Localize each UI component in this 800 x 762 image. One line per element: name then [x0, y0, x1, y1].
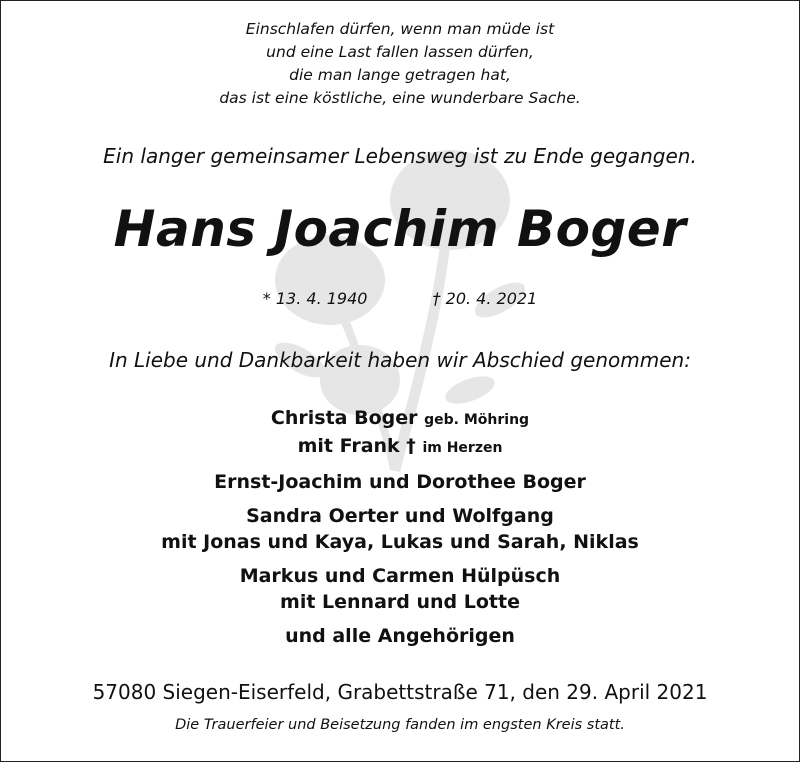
- death-date: † 20. 4. 2021: [432, 289, 538, 308]
- poem-line: die man lange getragen hat,: [289, 66, 511, 84]
- mourner-line: und alle Angehörigen: [285, 625, 515, 647]
- poem: [0, 18, 800, 110]
- mourner-line: Sandra Oerter und Wolfgang: [246, 505, 554, 527]
- mourner-line: [0, 405, 800, 433]
- poem-line: Einschlafen dürfen, wenn man müde ist: [245, 20, 555, 38]
- mourner-line: [0, 433, 800, 461]
- place-and-date: 57080 Siegen-Eiserfeld, Grabettstraße 71, den 29. April 2021: [92, 680, 708, 704]
- mourner-line: mit Jonas und Kaya, Lukas und Sarah, Niklas: [161, 531, 639, 553]
- birth-date: * 13. 4. 1940: [262, 289, 368, 308]
- farewell-text: In Liebe und Dankbarkeit haben wir Abschied genommen:: [109, 348, 691, 372]
- poem-line: und eine Last fallen lassen dürfen,: [266, 43, 534, 61]
- mourner-name: mit Frank †: [297, 435, 416, 457]
- mourner-line: Markus und Carmen Hülpüsch: [239, 565, 561, 587]
- mourner-line: mit Lennard und Lotte: [280, 591, 520, 613]
- mourner-name: Christa Boger: [270, 407, 418, 429]
- intro-text: Ein langer gemeinsamer Lebensweg ist zu Ende gegangen.: [103, 144, 697, 168]
- mourners-list: [0, 405, 800, 649]
- poem-line: das ist eine köstliche, eine wunderbare Sache.: [219, 89, 581, 107]
- deceased-name: Hans Joachim Boger: [113, 200, 687, 258]
- mourner-note: geb. Möhring: [424, 412, 530, 428]
- mourner-note: im Herzen: [422, 440, 503, 456]
- funeral-note: Die Trauerfeier und Beisetzung fanden im engsten Kreis statt.: [175, 717, 625, 733]
- life-dates: [0, 289, 800, 308]
- mourner-line: Ernst-Joachim und Dorothee Boger: [214, 471, 586, 493]
